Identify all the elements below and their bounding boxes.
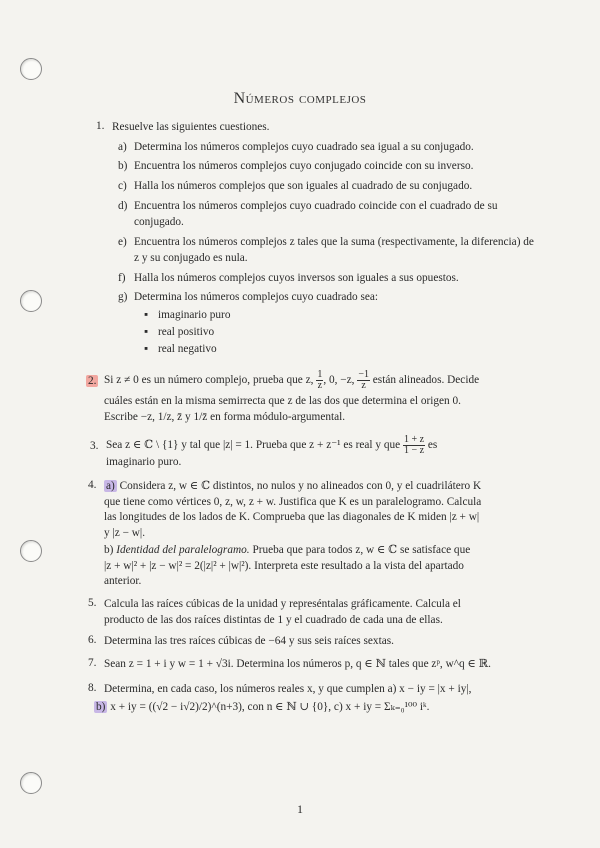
q1-label-b: b) (118, 160, 128, 172)
q1-label-e: e) (118, 236, 127, 248)
q1-bullet-1: imaginario puro (158, 309, 231, 321)
binder-hole-middle-lower (20, 540, 42, 562)
q1-bullet-3: real negativo (158, 343, 217, 355)
q2-line3: Escribe −z, 1/z, z̄ y 1/z̄ en forma módulo-argumental. (104, 411, 346, 423)
q1-text: Resuelve las siguientes cuestiones. (112, 121, 270, 133)
q2-number: 2. (88, 375, 97, 387)
bullet-marker: ▪ (144, 309, 149, 321)
q1-label-g: g) (118, 291, 128, 303)
q1-label-d: d) (118, 200, 128, 212)
q7-number: 7. (88, 657, 97, 669)
q4-part-a: a) Considera z, w ∈ ℂ distintos, no nulos y no alineados con 0, y el cuadrilátero K que tiene como vértices 0, z, w, z + w. Justifica que K es un paralelogramo. Calcula las longitudes de los lados de K. Comprueba que las diagonales de K miden |z + w| y |z − w|. (104, 480, 482, 539)
q1-item-c: Halla los números complejos que son iguales al cuadrado de su conjugado. (134, 180, 473, 192)
q4-part-b: b) Identidad del paralelogramo. Prueba que para todos z, w ∈ ℂ se satisface que |z + w|² + |z − w|² = 2(|z|² + |w|²). Interpreta este resultado a la vista del apartado anterior. (104, 544, 471, 587)
q6-text: Determina las tres raíces cúbicas de −64 y sus seis raíces sextas. (104, 635, 394, 647)
q2-line1: Si z ≠ 0 es un número complejo, prueba que z, $\frac{1}{z}$ , 0, −z, $\frac{-1}{z}$ están alineados. Decide (104, 369, 480, 391)
q8-line2: b) x + iy = ((√2 − i√2)/2)^(n+3), con n ∈ ℕ ∪ {0}, c) x + iy = Σₖ₌₀¹⁰⁰ iᵏ. (96, 701, 430, 713)
q4-b-title: Identidad del paralelogramo. (116, 544, 250, 556)
q1-label-f: f) (118, 272, 126, 284)
q1-label-a: a) (118, 141, 127, 153)
page-title: Números complejos (233, 90, 367, 107)
q1-item-d: Encuentra los números complejos cuyo cuadrado coincide con el cuadrado de su conjugado. (134, 200, 498, 228)
q1-label-c: c) (118, 180, 127, 192)
q2-line2: cuáles están en la misma semirrecta que z de las dos que determina el origen 0. (104, 395, 461, 407)
page-number: 1 (297, 802, 303, 816)
q1-item-g: Determina los números complejos cuyo cuadrado sea: (134, 291, 379, 303)
q5-number: 5. (88, 597, 97, 609)
q1-item-f: Halla los números complejos cuyos inversos son iguales a sus opuestos. (134, 272, 459, 284)
q6-number: 6. (88, 634, 97, 646)
bullet-marker: ▪ (144, 343, 149, 355)
q3-line2: imaginario puro. (106, 456, 182, 468)
q1-number: 1. (96, 120, 105, 132)
q3-fraction: $\frac{1 + z}{1 - z}$ (403, 434, 425, 456)
binder-hole-bottom (20, 772, 42, 794)
q1-item-b: Encuentra los números complejos cuyo conjugado coincide con su inverso. (134, 160, 474, 172)
binder-hole-top (20, 58, 42, 80)
q1-item-a: Determina los números complejos cuyo cuadrado sea igual a su conjugado. (134, 141, 474, 153)
q1-bullet-2: real positivo (158, 326, 215, 338)
q1-item-e: Encuentra los números complejos z tales que la suma (respectivamente, la diferencia) de z y su conjugado es nula. (134, 236, 534, 264)
q3-line1: Sea z ∈ ℂ \ {1} y tal que |z| = 1. Prueba que z + z⁻¹ es real y que $\frac{1 + z}{1 - z}$ es (106, 434, 438, 456)
q8-number: 8. (88, 682, 97, 694)
bullet-marker: ▪ (144, 326, 149, 338)
q8-line1: Determina, en cada caso, los números reales x, y que cumplen a) x − iy = |x + iy|, (104, 683, 472, 695)
q2-fraction-2: $\frac{-1}{z}$ (358, 369, 369, 391)
q4-a-label: a) (106, 480, 115, 492)
q5-text: Calcula las raíces cúbicas de la unidad y represéntalas gráficamente. Calcula el producto de las dos raíces distintas de 1 y el cuadrado de cada una de ellas. (104, 598, 461, 626)
q4-b-label: b) (104, 544, 114, 556)
q4-number: 4. (88, 479, 97, 491)
q3-number: 3. (90, 440, 99, 452)
binder-hole-middle-upper (20, 290, 42, 312)
q7-text: Sean z = 1 + i y w = 1 + √3i. Determina los números p, q ∈ ℕ tales que zᵖ, w^q ∈ ℝ. (104, 658, 491, 670)
q2-fraction-1: $\frac{1}{z}$ (317, 369, 323, 391)
q8-b-label: b) (96, 701, 106, 713)
